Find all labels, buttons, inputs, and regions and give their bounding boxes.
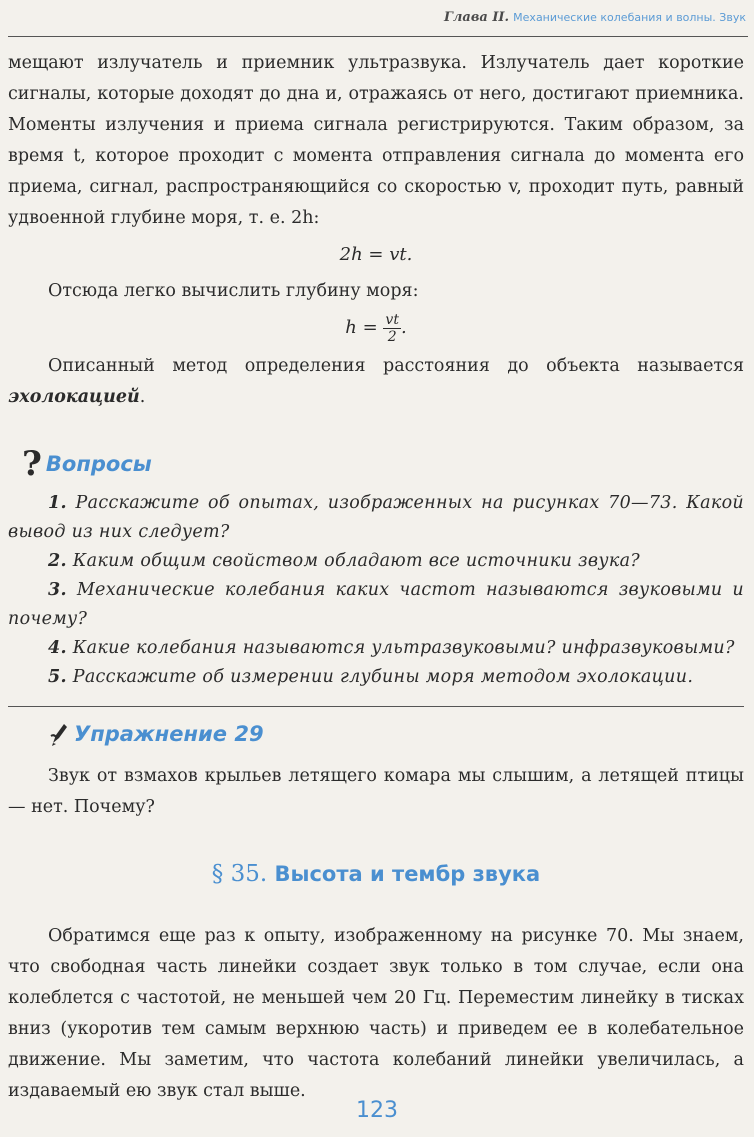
intro-paragraph-1: мещают излучатель и приемник ультразвука. Излучатель дает короткие сигналы, которые доходят до дна и, отражаясь от него, достигают приемника. Моменты излучения и приема сигнала регистрируются. Таким образом, за время t, которое проходит с момента отправления сигнала до момента его приема, сигнал, распространяющийся со скоростью v, проходит путь, равный удвоенной глубине моря, т. е. 2h:	[8, 53, 744, 228]
chapter-label: Глава II.	[443, 10, 510, 25]
section-number: § 35.	[211, 861, 268, 887]
question-item	[8, 576, 744, 634]
intro-paragraph-2: Отсюда легко вычислить глубину моря:	[48, 281, 419, 301]
section-divider	[8, 706, 744, 707]
question-text: Расскажите об опытах, изображенных на рисунках 70—73. Какой вывод из них следует?	[8, 493, 744, 542]
question-text: Какие колебания называются ультразвуковыми? инфразвуковыми?	[72, 638, 735, 658]
questions-title: Вопросы	[45, 452, 152, 476]
question-number: 3.	[48, 580, 67, 600]
fraction-numerator: vt	[385, 311, 399, 328]
questions-list	[8, 489, 744, 692]
exercise-text: Звук от взмахов крыльев летящего комара мы слышим, а летящей птицы — нет. Почему?	[8, 766, 744, 817]
term-echolocation: эхолокацией	[8, 387, 140, 407]
question-mark-icon: ?	[22, 444, 42, 484]
chapter-title: Механические колебания и волны. Звук	[513, 11, 746, 24]
para3-end: .	[139, 387, 146, 407]
question-item	[8, 634, 744, 663]
para3-text: Описанный метод определения расстояния до объекта называется	[48, 356, 744, 376]
question-number: 4.	[48, 638, 67, 658]
questions-heading	[22, 444, 744, 484]
formula-2h-vt: 2h = vt.	[339, 244, 413, 265]
question-number: 5.	[48, 667, 67, 687]
section-paragraph: Обратимся еще раз к опыту, изображенному на рисунке 70. Мы знаем, что свободная часть линейки создает звук только в том случае, если она колеблется с частотой, не меньшей чем 20 Гц. Переместим линейку в тисках вниз (укоротив тем самым верхнюю часть) и приведем ее в колебательное движение. Мы заметим, что частота колебаний линейки увеличилась, а издаваемый ею звук стал выше.	[8, 926, 744, 1101]
question-text: Механические колебания каких частот называются звуковыми и почему?	[8, 580, 744, 629]
formula-h-fraction	[383, 312, 401, 345]
section-title: Высота и тембр звука	[274, 862, 541, 886]
question-item	[8, 547, 744, 576]
question-text: Каким общим свойством обладают все источники звука?	[72, 551, 640, 571]
formula-h	[8, 311, 744, 345]
page-number: 123	[356, 1098, 398, 1123]
question-item	[8, 663, 744, 692]
formula-h-end: .	[400, 317, 407, 338]
section-heading	[8, 861, 744, 887]
header-divider	[8, 36, 748, 37]
question-number: 1.	[48, 493, 67, 513]
intro-paragraph-3	[8, 351, 744, 413]
exercise-heading	[48, 721, 744, 747]
pencil-icon	[48, 721, 70, 747]
question-number: 2.	[48, 551, 67, 571]
running-header	[444, 10, 746, 25]
formula-h-lhs: h =	[345, 317, 378, 338]
question-item	[8, 489, 744, 547]
fraction-denominator: 2	[387, 328, 397, 345]
exercise-title: Упражнение 29	[74, 722, 264, 746]
page-content	[8, 48, 744, 1107]
question-text: Расскажите об измерении глубины моря методом эхолокации.	[72, 667, 694, 687]
